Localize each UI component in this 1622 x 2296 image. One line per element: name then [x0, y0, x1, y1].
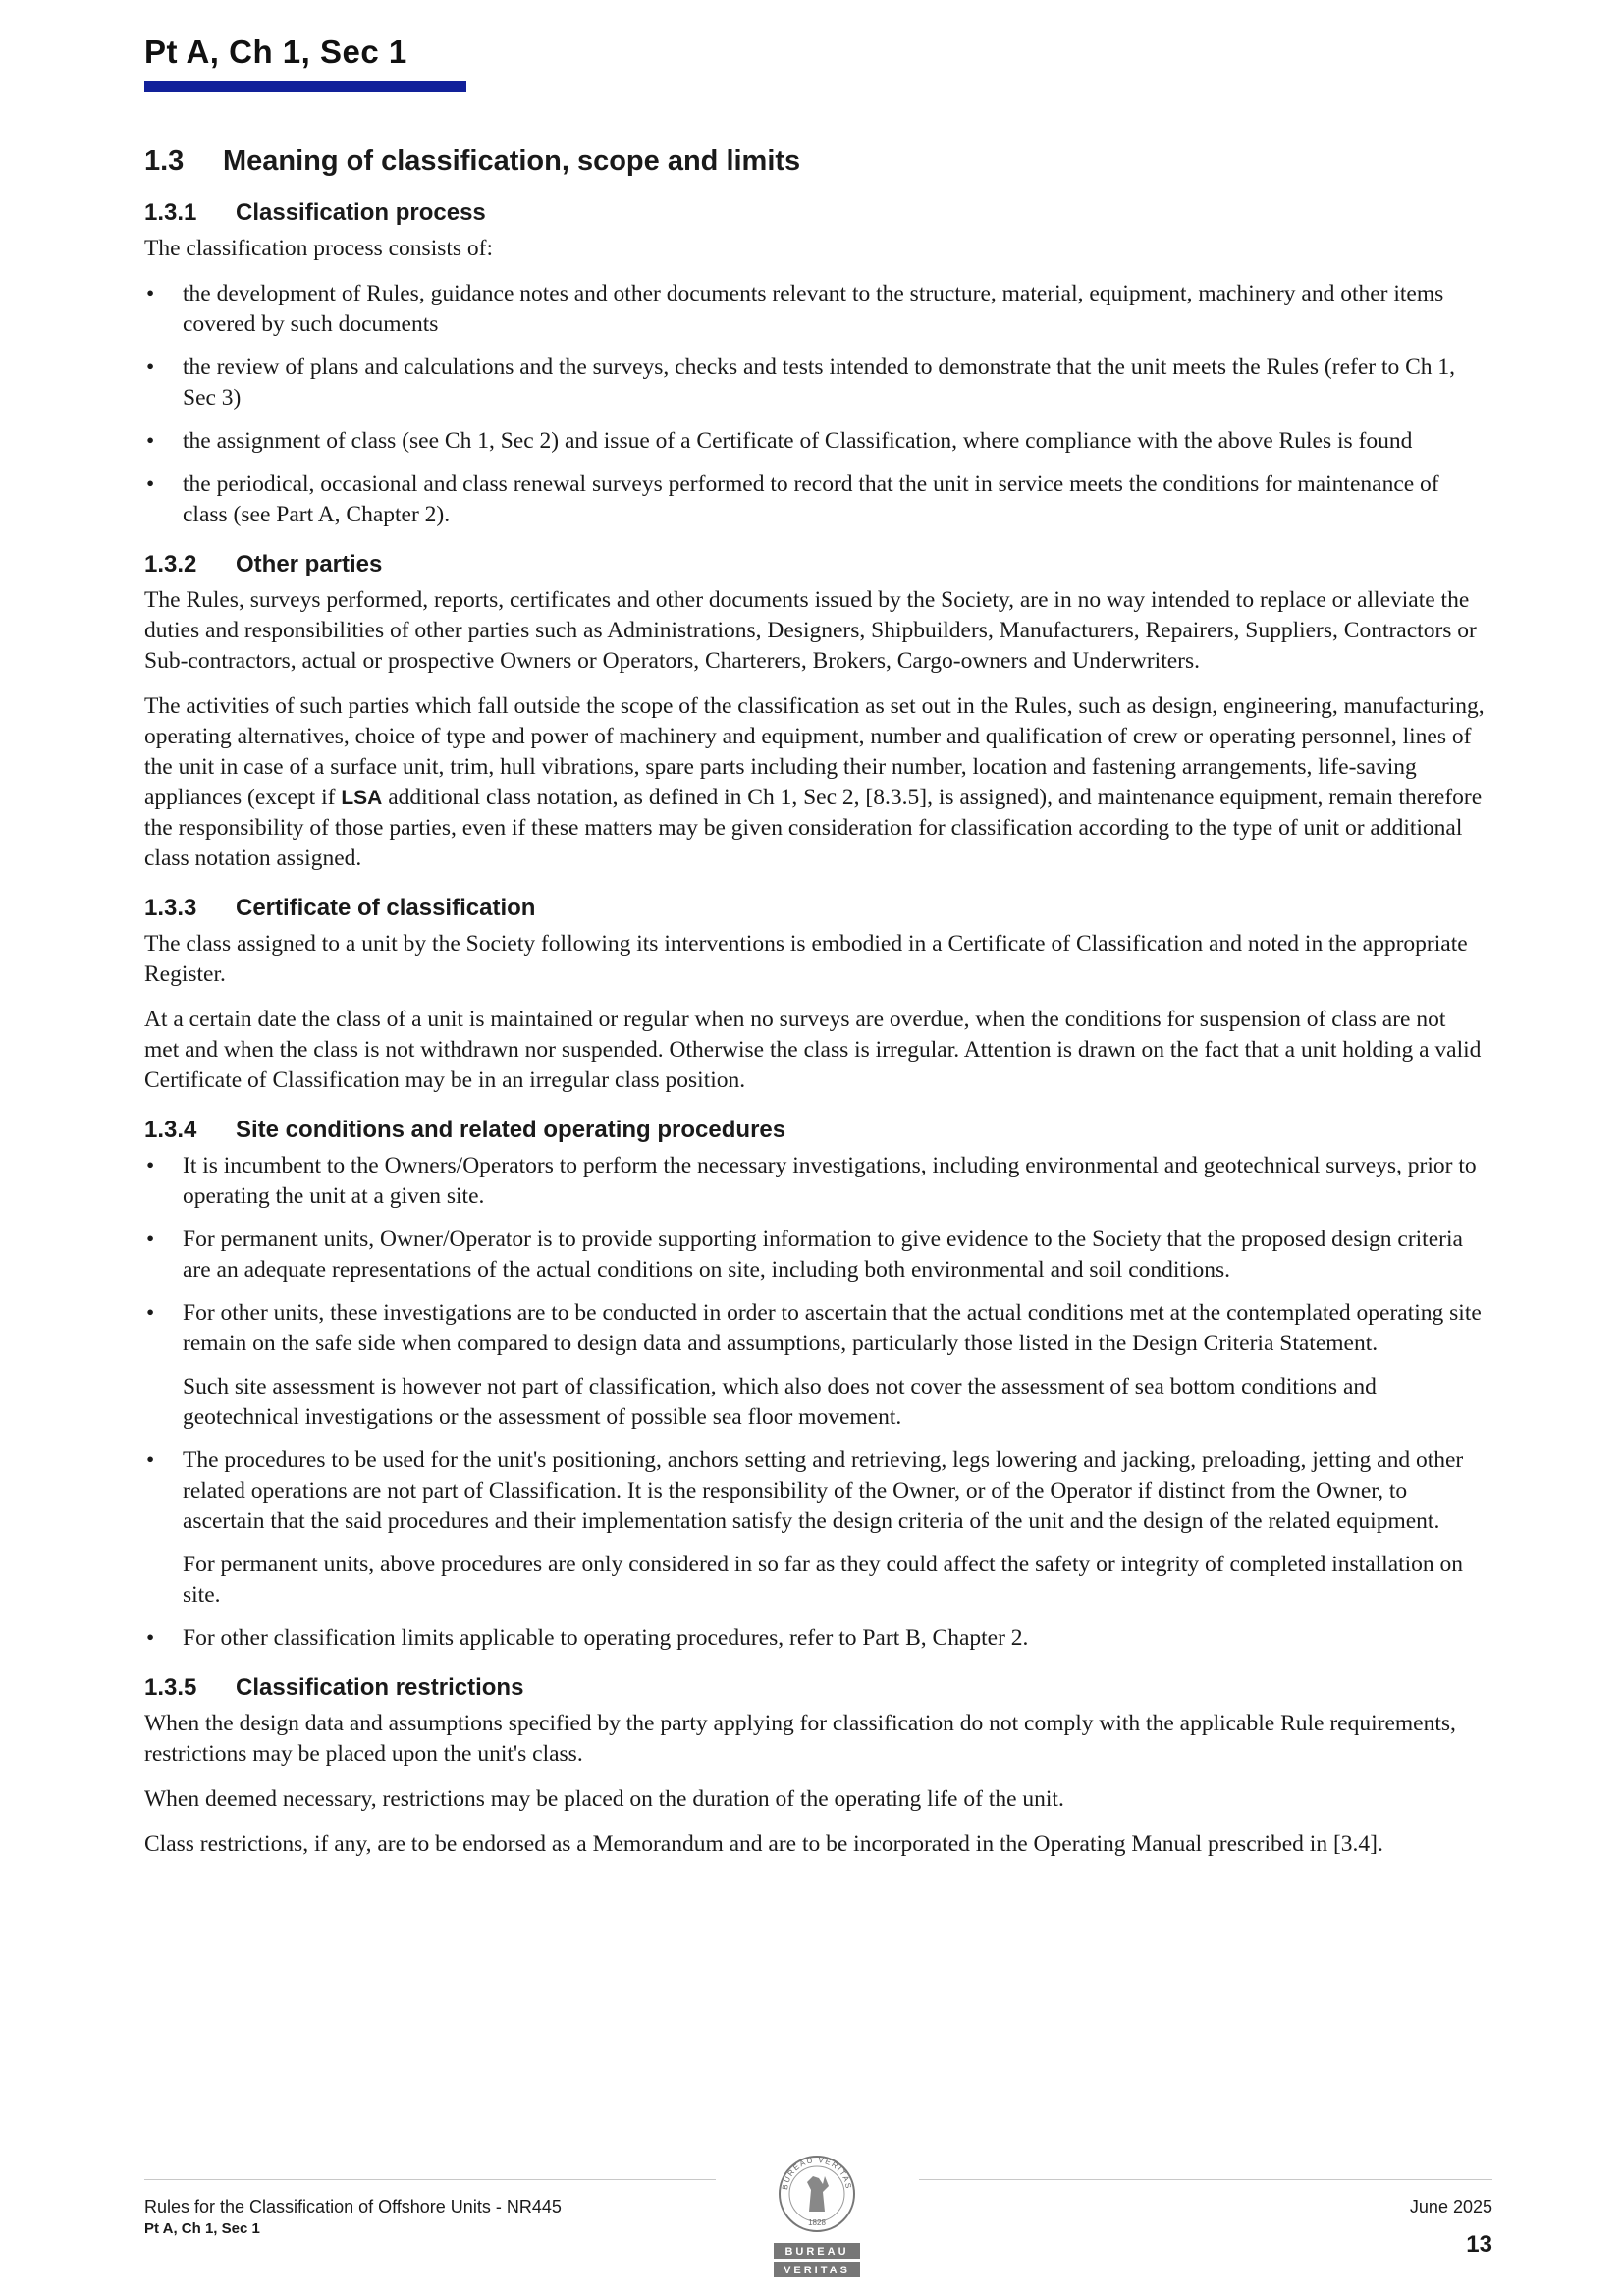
paragraph [144, 691, 1486, 874]
footer-section-ref: Pt A, Ch 1, Sec 1 [144, 2220, 260, 2237]
list-item [144, 353, 1486, 413]
subsection-heading-certificate [144, 894, 1486, 923]
paragraph: When deemed necessary, restrictions may be placed on the duration of the operating life of the unit. [144, 1786, 1064, 1812]
list-item-subparagraph: For permanent units, above procedures are only considered in so far as they could affect the safety or integrity of completed installation on site. [183, 1552, 1464, 1608]
logo-line1: BUREAU [784, 2246, 849, 2258]
list-item [144, 1298, 1486, 1433]
bullet-icon: • [146, 1227, 155, 1252]
subsection-title: Classification restrictions [236, 1674, 524, 1701]
subsection-heading-restrictions [144, 1673, 1486, 1703]
main-content [144, 143, 1486, 1875]
section-number: 1.3 [144, 145, 185, 177]
list-item-text: the periodical, occasional and class renewal surveys performed to record that the unit in service meets the conditions for maintenance of class (see Part A, Chapter 2). [183, 471, 1439, 527]
paragraph: The Rules, surveys performed, reports, certificates and other documents issued by the Society, are in no way intended to replace or alleviate the duties and responsibilities of other parties such as Administrations, Designers, Shipbuilders, Manufacturers, Repairers, Suppliers, Contractors or Sub-contractors, actual or prospective Owners or Operators, Charterers, Brokers, Cargo-owners and Underwriters. [144, 587, 1477, 674]
subsection-heading-classification-process [144, 198, 1486, 228]
bullet-icon: • [146, 1300, 155, 1326]
list-item [144, 1225, 1486, 1285]
subsection-heading-other-parties [144, 550, 1486, 579]
subsection-number: 1.3.5 [144, 1674, 197, 1701]
subsection-number: 1.3.2 [144, 551, 197, 577]
list-item [144, 469, 1486, 530]
footer-rule-right [919, 2179, 1492, 2180]
logo-year: 1828 [808, 2218, 826, 2227]
bullet-list [144, 279, 1486, 530]
paragraph: Class restrictions, if any, are to be endorsed as a Memorandum and are to be incorporated in the Operating Manual prescribed in [3.4]. [144, 1831, 1383, 1857]
list-item-text: the development of Rules, guidance notes and other documents relevant to the structure, material, equipment, machinery and other items covered by such documents [183, 281, 1444, 337]
paragraph-text: additional class notation, as defined in Ch 1, Sec 2, [8.3.5], is assigned), and maintenance equipment, remain therefore the responsibility of those parties, even if these matters may be given consideration for classification according to the type of unit or additional class notation assigned. [144, 785, 1483, 871]
bullet-icon: • [146, 471, 155, 497]
subsection-title: Other parties [236, 551, 383, 577]
bullet-list [144, 1151, 1486, 1654]
footer-right [1410, 2196, 1492, 2259]
list-item [144, 1446, 1486, 1611]
list-item-subparagraph: Such site assessment is however not part of classification, which also does not cover the assessment of sea bottom conditions and geotechnical investigations or the assessment of possible sea floor movement. [183, 1374, 1377, 1430]
header-accent-bar [144, 81, 466, 92]
section-title: Meaning of classification, scope and limits [223, 145, 801, 177]
page-number: 13 [1466, 2231, 1492, 2258]
paragraph-text: The activities of such parties which fall outside the scope of the classification as set out in the Rules, such as design, engineering, manufacturing, operating alternatives, choice of type and power of machinery and equipment, number and qualification of crew or operating personnel, lines of the unit in case of a surface unit, trim, hull vibrations, spare parts including their number, location and fastening arrangements, life-saving appliances (except if [144, 693, 1485, 810]
bullet-icon: • [146, 1153, 155, 1178]
bullet-icon: • [146, 1625, 155, 1651]
list-item [144, 1623, 1486, 1654]
list-item-text: For other units, these investigations are to be conducted in order to ascertain that the actual conditions met at the contemplated operating site remain on the safe side when compared to design data and assumptions, particularly those listed in the Design Criteria Statement. [183, 1300, 1482, 1356]
bullet-icon: • [146, 281, 155, 306]
logo-line2: VERITAS [784, 2265, 850, 2276]
list-item-text: It is incumbent to the Owners/Operators to perform the necessary investigations, including environmental and geotechnical surveys, prior to operating the unit at a given site. [183, 1153, 1477, 1209]
paragraph: The class assigned to a unit by the Society following its interventions is embodied in a Certificate of Classification and noted in the appropriate Register. [144, 931, 1468, 987]
list-item-text: For permanent units, Owner/Operator is to provide supporting information to give evidence to the Society that the proposed design criteria are an adequate representations of the actual conditions on site, including both environmental and soil conditions. [183, 1227, 1463, 1283]
list-item [144, 426, 1486, 457]
logo-ring-text: BUREAU VERITAS [780, 2155, 854, 2191]
footer-rule-left [144, 2179, 716, 2180]
section-heading [144, 143, 1486, 179]
notation-lsa: LSA [341, 787, 383, 809]
subsection-title: Site conditions and related operating procedures [236, 1117, 786, 1143]
bullet-icon: • [146, 1448, 155, 1473]
footer-document-title: Rules for the Classification of Offshore Units - NR445 [144, 2197, 562, 2216]
subsection-heading-site-conditions [144, 1116, 1486, 1145]
paragraph: When the design data and assumptions specified by the party applying for classification do not comply with the applicable Rule requirements, restrictions may be placed upon the unit's class. [144, 1711, 1456, 1767]
list-item [144, 279, 1486, 340]
subsection-number: 1.3.4 [144, 1117, 197, 1143]
footer-left [144, 2196, 562, 2239]
paragraph: At a certain date the class of a unit is maintained or regular when no surveys are overdue, when the conditions for suspension of class are not met and when the class is not withdrawn nor suspended. Otherwise the class is irregular. Attention is drawn on the fact that a unit holding a valid Certificate of Classification may be in an irregular class position. [144, 1007, 1482, 1093]
footer-date: June 2025 [1409, 2197, 1492, 2216]
subsection-number: 1.3.3 [144, 895, 197, 921]
list-item-text: The procedures to be used for the unit's positioning, anchors setting and retrieving, legs lowering and jacking, preloading, jetting and other related operations are not part of Classification. It is the responsibility of the Owner, or of the Operator if distinct from the Owner, to ascertain that the said procedures and their implementation satisfy the design criteria of the unit and the design of the related equipment. [183, 1448, 1464, 1534]
subsection-title: Certificate of classification [236, 895, 536, 921]
list-item-text: the review of plans and calculations and the surveys, checks and tests intended to demonstrate that the unit meets the Rules (refer to Ch 1, Sec 3) [183, 355, 1456, 410]
list-item-text: For other classification limits applicable to operating procedures, refer to Part B, Chapter 2. [183, 1625, 1029, 1651]
bureau-veritas-logo-icon [768, 2147, 866, 2284]
bullet-icon: • [146, 355, 155, 380]
bullet-icon: • [146, 428, 155, 454]
subsection-number: 1.3.1 [144, 199, 197, 226]
list-item [144, 1151, 1486, 1212]
paragraph: The classification process consists of: [144, 236, 494, 261]
subsection-title: Classification process [236, 199, 486, 226]
running-head: Pt A, Ch 1, Sec 1 [144, 33, 407, 70]
list-item-text: the assignment of class (see Ch 1, Sec 2) and issue of a Certificate of Classification, where compliance with the above Rules is found [183, 428, 1413, 454]
